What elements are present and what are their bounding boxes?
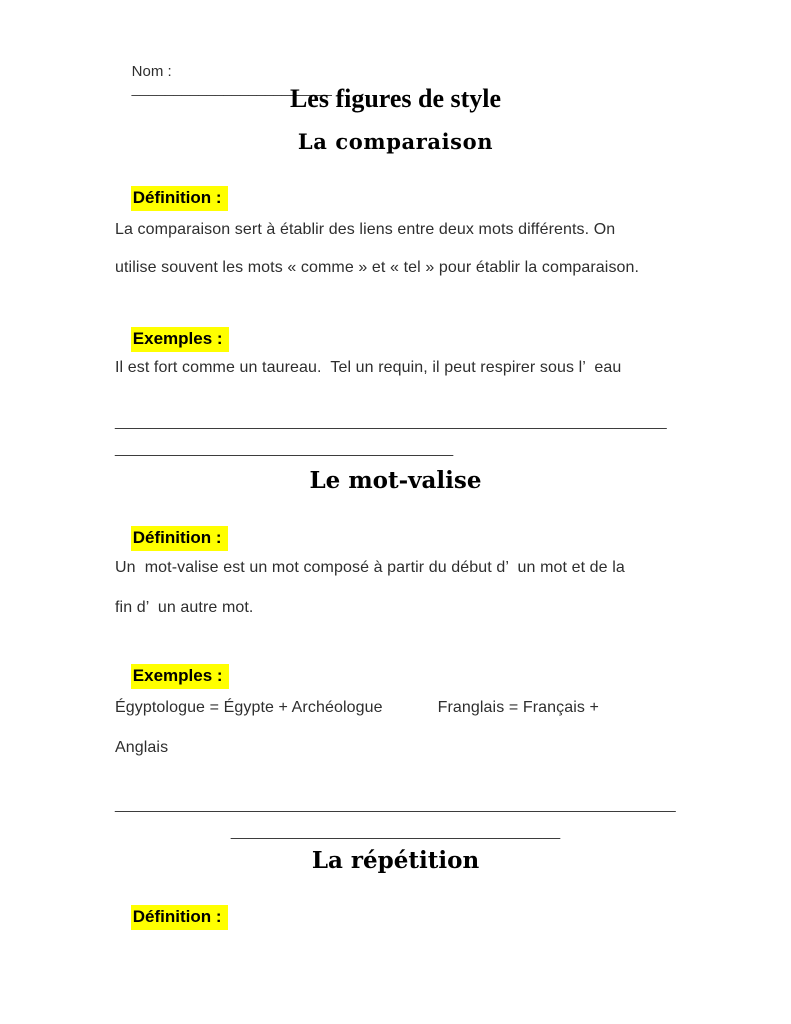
example-text-line: Anglais	[115, 739, 169, 756]
definition-text-line: utilise souvent les mots « comme » et « tel » pour établir la comparaison.	[115, 259, 640, 276]
section-heading-mot-valise: Le mot-valise	[309, 467, 482, 494]
section-heading-repetition: La répétition	[311, 847, 480, 874]
definition-label-3	[113, 887, 228, 948]
name-blank-line: ________________________	[131, 80, 332, 97]
highlighted-definition-label: Définition :	[131, 905, 228, 930]
answer-blank-line: ______________________________________________________________	[115, 413, 667, 430]
example-text-line: Il est fort comme un taureau. Tel un requin, il peut respirer sous l’ eau	[115, 359, 622, 376]
highlighted-definition-label: Définition :	[131, 186, 228, 211]
name-label: Nom :	[131, 63, 172, 80]
examples-label-2	[113, 646, 229, 707]
answer-blank-line: _______________________________________________________________	[115, 796, 676, 813]
section-heading-comparaison: La comparaison	[297, 129, 494, 154]
definition-text-line: Un mot-valise est un mot composé à partir du début d’ un mot et de la	[115, 559, 625, 576]
example-part-egyptologue: Égyptologue = Égypte + Archéologue	[115, 699, 383, 716]
highlighted-examples-label: Exemples :	[131, 327, 229, 352]
definition-text-line: fin d’ un autre mot.	[115, 599, 254, 616]
page-title: Les figures de style	[289, 84, 502, 113]
example-text-line	[115, 699, 599, 717]
answer-blank-line: _____________________________________	[230, 823, 561, 840]
answer-blank-line: ______________________________________	[115, 440, 454, 457]
example-part-franglais: Franglais = Français +	[437, 699, 599, 716]
definition-label-1	[113, 168, 228, 229]
highlighted-definition-label: Définition :	[131, 526, 228, 551]
highlighted-examples-label: Exemples :	[131, 664, 229, 689]
definition-text-line: La comparaison sert à établir des liens entre deux mots différents. On	[115, 221, 616, 238]
